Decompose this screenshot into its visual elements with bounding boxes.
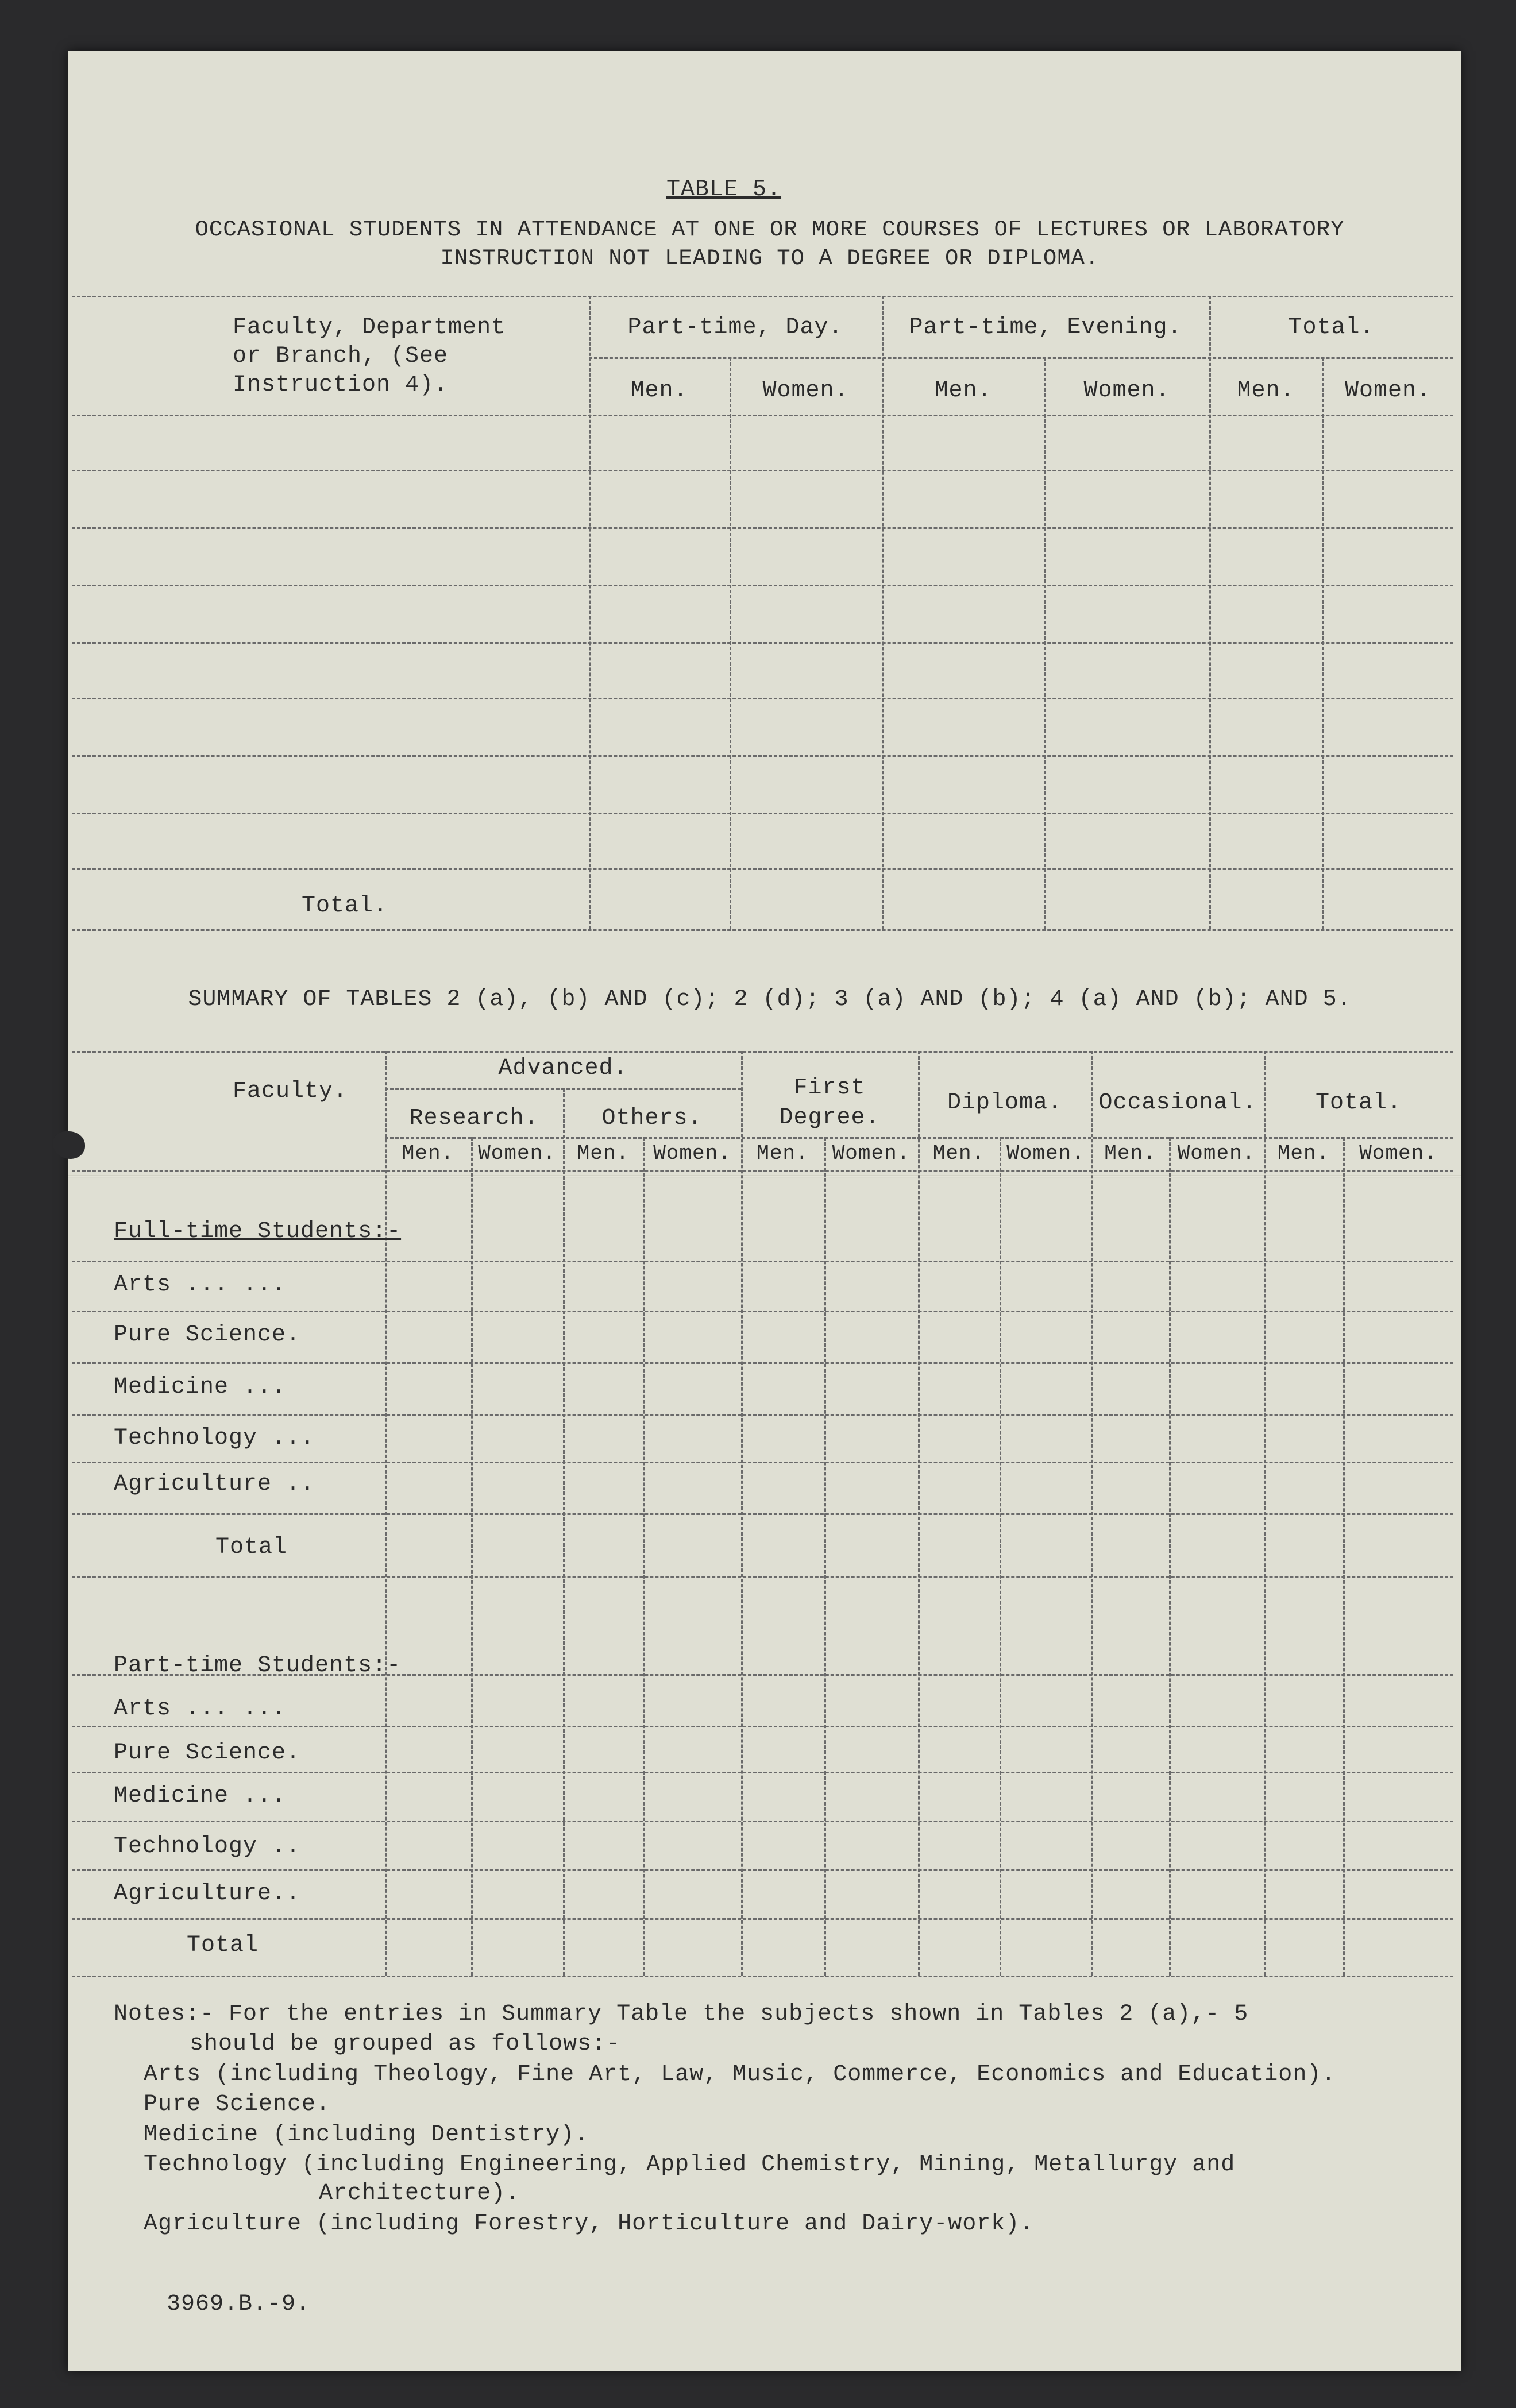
summary-research-label: Research. xyxy=(409,1106,539,1131)
table5-rule-bottom xyxy=(72,929,1453,931)
table5-group-header: Part-time, Evening. xyxy=(909,315,1182,341)
notes-line-2: should be grouped as follows:- xyxy=(190,2031,621,2057)
summary-title: SUMMARY OF TABLES 2 (a), (b) AND (c); 2 (d); 3 (a) AND (b); 4 (a) AND (b); AND 5. xyxy=(188,987,1352,1012)
summary-subheader: Men. xyxy=(932,1142,985,1165)
notes-line-6: Technology (including Engineering, Applied Chemistry, Mining, Metallurgy and xyxy=(144,2152,1236,2178)
summary-rule xyxy=(72,1869,1453,1871)
full-time-row-agriculture: Agriculture .. xyxy=(114,1471,315,1497)
table5-subheader: Women. xyxy=(1344,378,1432,404)
summary-col-line xyxy=(1264,1051,1266,1976)
summary-col-line xyxy=(918,1051,920,1976)
table5-rule xyxy=(72,698,1453,699)
summary-subheader: Men. xyxy=(1104,1142,1156,1165)
summary-rule-bottom xyxy=(72,1976,1453,1977)
table5-rule xyxy=(72,755,1453,757)
table5-group-header: Part-time, Day. xyxy=(627,315,843,341)
table5-rule xyxy=(72,585,1453,586)
summary-advanced-label: Advanced. xyxy=(498,1056,628,1081)
notes-line-1: Notes:- For the entries in Summary Table the subjects shown in Tables 2 (a),- 5 xyxy=(114,2001,1249,2027)
table5-subheader: Men. xyxy=(1237,378,1295,404)
full-time-row-technology: Technology ... xyxy=(114,1425,315,1451)
table5-rule xyxy=(72,527,1453,529)
summary-rule xyxy=(72,1772,1453,1773)
summary-rule xyxy=(72,1576,1453,1578)
summary-col-line xyxy=(824,1137,826,1976)
summary-col-line xyxy=(643,1137,645,1976)
summary-subheader: Men. xyxy=(577,1142,630,1165)
summary-first-degree-line2: Degree. xyxy=(779,1105,880,1131)
summary-subheader: Women. xyxy=(1006,1142,1085,1165)
summary-subheader: Men. xyxy=(402,1142,454,1165)
table5-rule xyxy=(72,470,1453,471)
table5-group-header: Total. xyxy=(1288,315,1375,341)
part-time-row-technology: Technology .. xyxy=(114,1834,301,1860)
table5-subheader: Women. xyxy=(762,378,849,404)
summary-rule xyxy=(72,1726,1453,1727)
notes-line-8: Agriculture (including Forestry, Horticulture and Dairy-work). xyxy=(144,2211,1035,2237)
notes-line-7: Architecture). xyxy=(319,2181,520,2206)
summary-subheader: Men. xyxy=(1277,1142,1330,1165)
summary-rule xyxy=(72,1414,1453,1416)
table5-faculty-header-line3: Instruction 4). xyxy=(233,372,449,398)
summary-rule xyxy=(72,1513,1453,1515)
summary-first-degree-line1: First xyxy=(793,1075,866,1101)
notes-line-3: Arts (including Theology, Fine Art, Law, Music, Commerce, Economics and Education). xyxy=(144,2062,1336,2088)
part-time-total: Total xyxy=(187,1932,259,1958)
notes-line-4: Pure Science. xyxy=(144,2092,331,2117)
full-time-row-arts: Arts ... ... xyxy=(114,1272,287,1298)
full-time-row-pure-science: Pure Science. xyxy=(114,1322,301,1348)
table5-rule-header xyxy=(72,415,1453,416)
table5-subheader: Men. xyxy=(630,378,688,404)
summary-col-line xyxy=(1169,1137,1171,1976)
summary-diploma-label: Diploma. xyxy=(947,1090,1063,1116)
summary-col-line xyxy=(1091,1051,1093,1976)
form-code: 3969.B.-9. xyxy=(167,2291,311,2317)
part-time-row-arts: Arts ... ... xyxy=(114,1696,287,1722)
table5-faculty-header-line1: Faculty, Department xyxy=(233,315,506,341)
summary-rule xyxy=(72,1261,1453,1262)
table5-subheader: Men. xyxy=(934,378,992,404)
summary-col-line xyxy=(471,1137,473,1976)
table5-col-line xyxy=(730,357,731,929)
summary-rule-columns xyxy=(72,1170,1453,1172)
summary-col-line xyxy=(1343,1137,1345,1976)
summary-subheader: Women. xyxy=(832,1142,911,1165)
table5-rule xyxy=(72,868,1453,870)
summary-rule xyxy=(72,1362,1453,1364)
summary-faculty-label: Faculty. xyxy=(233,1079,348,1104)
full-time-heading: Full-time Students:- xyxy=(114,1219,402,1244)
summary-col-line xyxy=(741,1051,743,1976)
table5-col-line xyxy=(1044,357,1046,929)
full-time-total: Total xyxy=(215,1535,288,1560)
table5-subheader: Women. xyxy=(1083,378,1170,404)
table5-rule xyxy=(72,813,1453,814)
summary-rule xyxy=(72,1918,1453,1920)
summary-col-line xyxy=(385,1051,387,1976)
full-time-row-medicine: Medicine ... xyxy=(114,1374,287,1400)
table5-title: TABLE 5. xyxy=(666,177,782,203)
summary-col-line xyxy=(1000,1137,1001,1976)
summary-subheader: Women. xyxy=(478,1142,556,1165)
part-time-row-medicine: Medicine ... xyxy=(114,1783,287,1809)
summary-subheader: Women. xyxy=(1177,1142,1256,1165)
summary-occasional-label: Occasional. xyxy=(1098,1090,1257,1116)
table5-subtitle-line2: INSTRUCTION NOT LEADING TO A DEGREE OR DIPLOMA. xyxy=(440,246,1100,271)
part-time-heading: Part-time Students:- xyxy=(114,1653,402,1679)
summary-others-label: Others. xyxy=(601,1106,703,1131)
summary-subheader: Women. xyxy=(653,1142,731,1165)
table5-rule xyxy=(72,642,1453,644)
summary-rule-top xyxy=(72,1051,1453,1053)
table5-rule-top xyxy=(72,296,1453,297)
part-time-row-agriculture: Agriculture.. xyxy=(114,1881,301,1907)
paper-fold xyxy=(68,1175,1461,1178)
table5-faculty-header-line2: or Branch, (See xyxy=(233,343,449,369)
summary-rule xyxy=(72,1462,1453,1463)
summary-subheader: Women. xyxy=(1359,1142,1437,1165)
summary-col-line xyxy=(563,1088,565,1976)
summary-rule xyxy=(72,1311,1453,1312)
punch-hole xyxy=(53,1131,85,1159)
summary-rule xyxy=(72,1821,1453,1822)
notes-line-5: Medicine (including Dentistry). xyxy=(144,2122,589,2148)
summary-subheader: Men. xyxy=(757,1142,809,1165)
table5-col-line xyxy=(1322,357,1324,929)
table5-total-label: Total. xyxy=(302,893,388,919)
table5-subtitle-line1: OCCASIONAL STUDENTS IN ATTENDANCE AT ONE OR MORE COURSES OF LECTURES OR LABORATORY xyxy=(195,217,1345,242)
part-time-row-pure-science: Pure Science. xyxy=(114,1740,301,1766)
summary-total-label: Total. xyxy=(1315,1090,1402,1116)
